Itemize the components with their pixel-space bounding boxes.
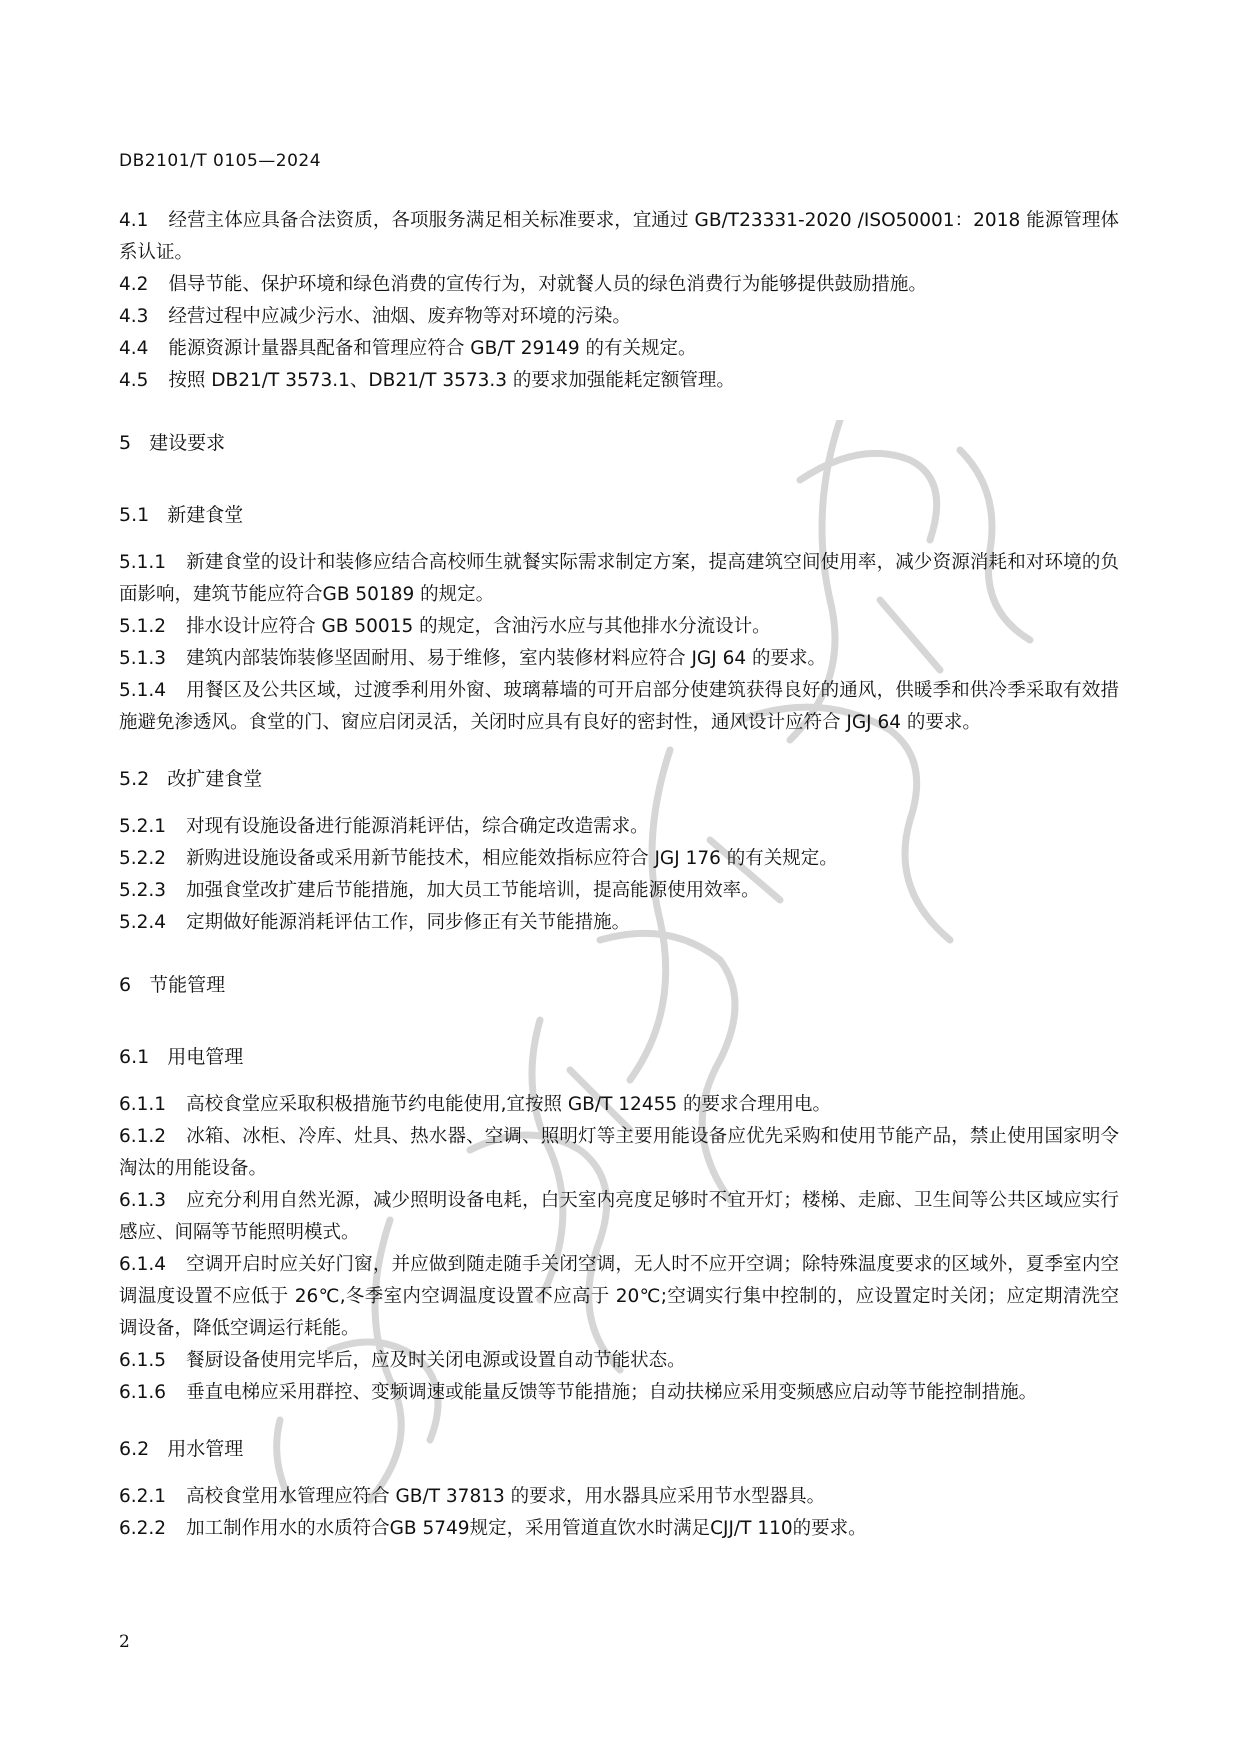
heading-6.1 bbox=[119, 1041, 1119, 1073]
clause-4.3 bbox=[119, 301, 1119, 333]
document-code: DB2101/T 0105—2024 bbox=[119, 151, 322, 171]
clause-text: 定期做好能源消耗评估工作，同步修正有关节能措施。 bbox=[186, 912, 631, 933]
clause-number: 5.1 bbox=[119, 504, 150, 526]
clause-number: 6.1 bbox=[119, 1046, 150, 1068]
clause-text: 空调开启时应关好门窗，并应做到随走随手关闭空调，无人时不应开空调；除特殊温度要求的区域外，夏季室内空调温度设置不应低于 26℃,冬季室内空调温度设置不应高于 20℃;空调实行集中控制的，应设置定时关闭；应定期清洗空调设备，降低空调运行耗能。 bbox=[119, 1254, 1119, 1339]
clause-text: 用餐区及公共区域，过渡季利用外窗、玻璃幕墙的可开启部分使建筑获得良好的通风，供暖季和供冷季采取有效措施避免渗透风。食堂的门、窗应启闭灵活，关闭时应具有良好的密封性，通风设计应符合 JGJ 64 的要求。 bbox=[119, 680, 1119, 733]
clause-5.1.4 bbox=[119, 675, 1119, 739]
clause-text: 用水管理 bbox=[167, 1438, 244, 1460]
heading-6 bbox=[119, 969, 1119, 1001]
clause-5.1.2 bbox=[119, 611, 1119, 643]
clause-text: 对现有设施设备进行能源消耗评估，综合确定改造需求。 bbox=[186, 816, 649, 837]
clause-number: 5.2 bbox=[119, 768, 150, 790]
document-body bbox=[119, 205, 1119, 1545]
clause-number: 5.1.2 bbox=[119, 616, 167, 637]
clause-number: 5.1.1 bbox=[119, 552, 167, 573]
clause-6.1.6 bbox=[119, 1377, 1119, 1409]
clause-6.1.5 bbox=[119, 1345, 1119, 1377]
clause-number: 6.1.1 bbox=[119, 1094, 167, 1115]
clause-text: 排水设计应符合 GB 50015 的规定，含油污水应与其他排水分流设计。 bbox=[186, 616, 771, 637]
clause-number: 4.4 bbox=[119, 338, 149, 359]
clause-text: 新购进设施设备或采用新节能技术，相应能效指标应符合 JGJ 176 的有关规定。 bbox=[186, 848, 838, 869]
clause-text: 建筑内部装饰装修坚固耐用、易于维修，室内装修材料应符合 JGJ 64 的要求。 bbox=[186, 648, 827, 669]
section-spacer bbox=[119, 475, 1119, 499]
section-spacer bbox=[119, 397, 1119, 427]
clause-text: 能源资源计量器具配备和管理应符合 GB/T 29149 的有关规定。 bbox=[168, 338, 697, 359]
clause-text: 加强食堂改扩建后节能措施，加大员工节能培训，提高能源使用效率。 bbox=[186, 880, 760, 901]
clause-text: 经营过程中应减少污水、油烟、废弃物等对环境的污染。 bbox=[168, 306, 631, 327]
clause-number: 5.2.3 bbox=[119, 880, 167, 901]
clause-5.1.1 bbox=[119, 547, 1119, 611]
clause-number: 5 bbox=[119, 432, 132, 454]
heading-spacer bbox=[119, 531, 1119, 547]
heading-spacer bbox=[119, 795, 1119, 811]
clause-number: 4.5 bbox=[119, 370, 149, 391]
clause-text: 高校食堂应采取积极措施节约电能使用,宜按照 GB/T 12455 的要求合理用电。 bbox=[186, 1094, 832, 1115]
clause-number: 6.1.5 bbox=[119, 1350, 167, 1371]
clause-text: 新建食堂的设计和装修应结合高校师生就餐实际需求制定方案，提高建筑空间使用率，减少资源消耗和对环境的负面影响，建筑节能应符合GB 50189 的规定。 bbox=[119, 552, 1119, 605]
clause-number: 6.1.3 bbox=[119, 1190, 167, 1211]
clause-text: 高校食堂用水管理应符合 GB/T 37813 的要求，用水器具应采用节水型器具。 bbox=[186, 1486, 826, 1507]
clause-6.1.2 bbox=[119, 1121, 1119, 1185]
clause-number: 6.1.4 bbox=[119, 1254, 167, 1275]
clause-number: 5.2.4 bbox=[119, 912, 167, 933]
clause-text: 经营主体应具备合法资质，各项服务满足相关标准要求，宜通过 GB/T23331-2020 /ISO50001：2018 能源管理体系认证。 bbox=[119, 210, 1119, 263]
section-spacer bbox=[119, 1409, 1119, 1433]
clause-4.5 bbox=[119, 365, 1119, 397]
clause-text: 餐厨设备使用完毕后，应及时关闭电源或设置自动节能状态。 bbox=[186, 1350, 686, 1371]
clause-number: 6.2 bbox=[119, 1438, 150, 1460]
clause-number: 5.2.1 bbox=[119, 816, 167, 837]
clause-4.4 bbox=[119, 333, 1119, 365]
heading-5.2 bbox=[119, 763, 1119, 795]
clause-6.1.1 bbox=[119, 1089, 1119, 1121]
clause-5.2.2 bbox=[119, 843, 1119, 875]
clause-5.1.3 bbox=[119, 643, 1119, 675]
clause-5.2.1 bbox=[119, 811, 1119, 843]
clause-number: 4.1 bbox=[119, 210, 149, 231]
clause-number: 6 bbox=[119, 974, 132, 996]
heading-5 bbox=[119, 427, 1119, 459]
heading-6.2 bbox=[119, 1433, 1119, 1465]
heading-5.1 bbox=[119, 499, 1119, 531]
heading-spacer bbox=[119, 1001, 1119, 1017]
clause-text: 用电管理 bbox=[167, 1046, 244, 1068]
clause-number: 5.1.3 bbox=[119, 648, 167, 669]
clause-number: 6.1.2 bbox=[119, 1126, 167, 1147]
clause-text: 加工制作用水的水质符合GB 5749规定，采用管道直饮水时满足CJJ/T 110的要求。 bbox=[186, 1518, 867, 1539]
clause-number: 4.3 bbox=[119, 306, 149, 327]
clause-number: 6.2.1 bbox=[119, 1486, 167, 1507]
clause-number: 5.1.4 bbox=[119, 680, 167, 701]
clause-number: 6.2.2 bbox=[119, 1518, 167, 1539]
clause-6.1.4 bbox=[119, 1249, 1119, 1345]
section-spacer bbox=[119, 939, 1119, 969]
clause-text: 垂直电梯应采用群控、变频调速或能量反馈等节能措施；自动扶梯应采用变频感应启动等节能控制措施。 bbox=[186, 1382, 1038, 1403]
clause-text: 应充分利用自然光源，减少照明设备电耗，白天室内亮度足够时不宜开灯；楼梯、走廊、卫生间等公共区域应实行感应、间隔等节能照明模式。 bbox=[119, 1190, 1119, 1243]
clause-6.2.1 bbox=[119, 1481, 1119, 1513]
clause-text: 建设要求 bbox=[149, 432, 226, 454]
clause-text: 新建食堂 bbox=[167, 504, 244, 526]
clause-number: 6.1.6 bbox=[119, 1382, 167, 1403]
clause-text: 节能管理 bbox=[149, 974, 226, 996]
heading-spacer bbox=[119, 1073, 1119, 1089]
clause-6.2.2 bbox=[119, 1513, 1119, 1545]
clause-6.1.3 bbox=[119, 1185, 1119, 1249]
heading-spacer bbox=[119, 459, 1119, 475]
heading-spacer bbox=[119, 1465, 1119, 1481]
clause-5.2.3 bbox=[119, 875, 1119, 907]
clause-4.2 bbox=[119, 269, 1119, 301]
page-number: 2 bbox=[119, 1632, 130, 1652]
clause-4.1 bbox=[119, 205, 1119, 269]
clause-text: 冰箱、冰柜、冷库、灶具、热水器、空调、照明灯等主要用能设备应优先采购和使用节能产品，禁止使用国家明令淘汰的用能设备。 bbox=[119, 1126, 1119, 1179]
clause-number: 4.2 bbox=[119, 274, 149, 295]
section-spacer bbox=[119, 739, 1119, 763]
clause-5.2.4 bbox=[119, 907, 1119, 939]
clause-number: 5.2.2 bbox=[119, 848, 167, 869]
section-spacer bbox=[119, 1017, 1119, 1041]
clause-text: 改扩建食堂 bbox=[167, 768, 263, 790]
clause-text: 倡导节能、保护环境和绿色消费的宣传行为，对就餐人员的绿色消费行为能够提供鼓励措施。 bbox=[168, 274, 927, 295]
clause-text: 按照 DB21/T 3573.1、DB21/T 3573.3 的要求加强能耗定额管理。 bbox=[168, 370, 735, 391]
